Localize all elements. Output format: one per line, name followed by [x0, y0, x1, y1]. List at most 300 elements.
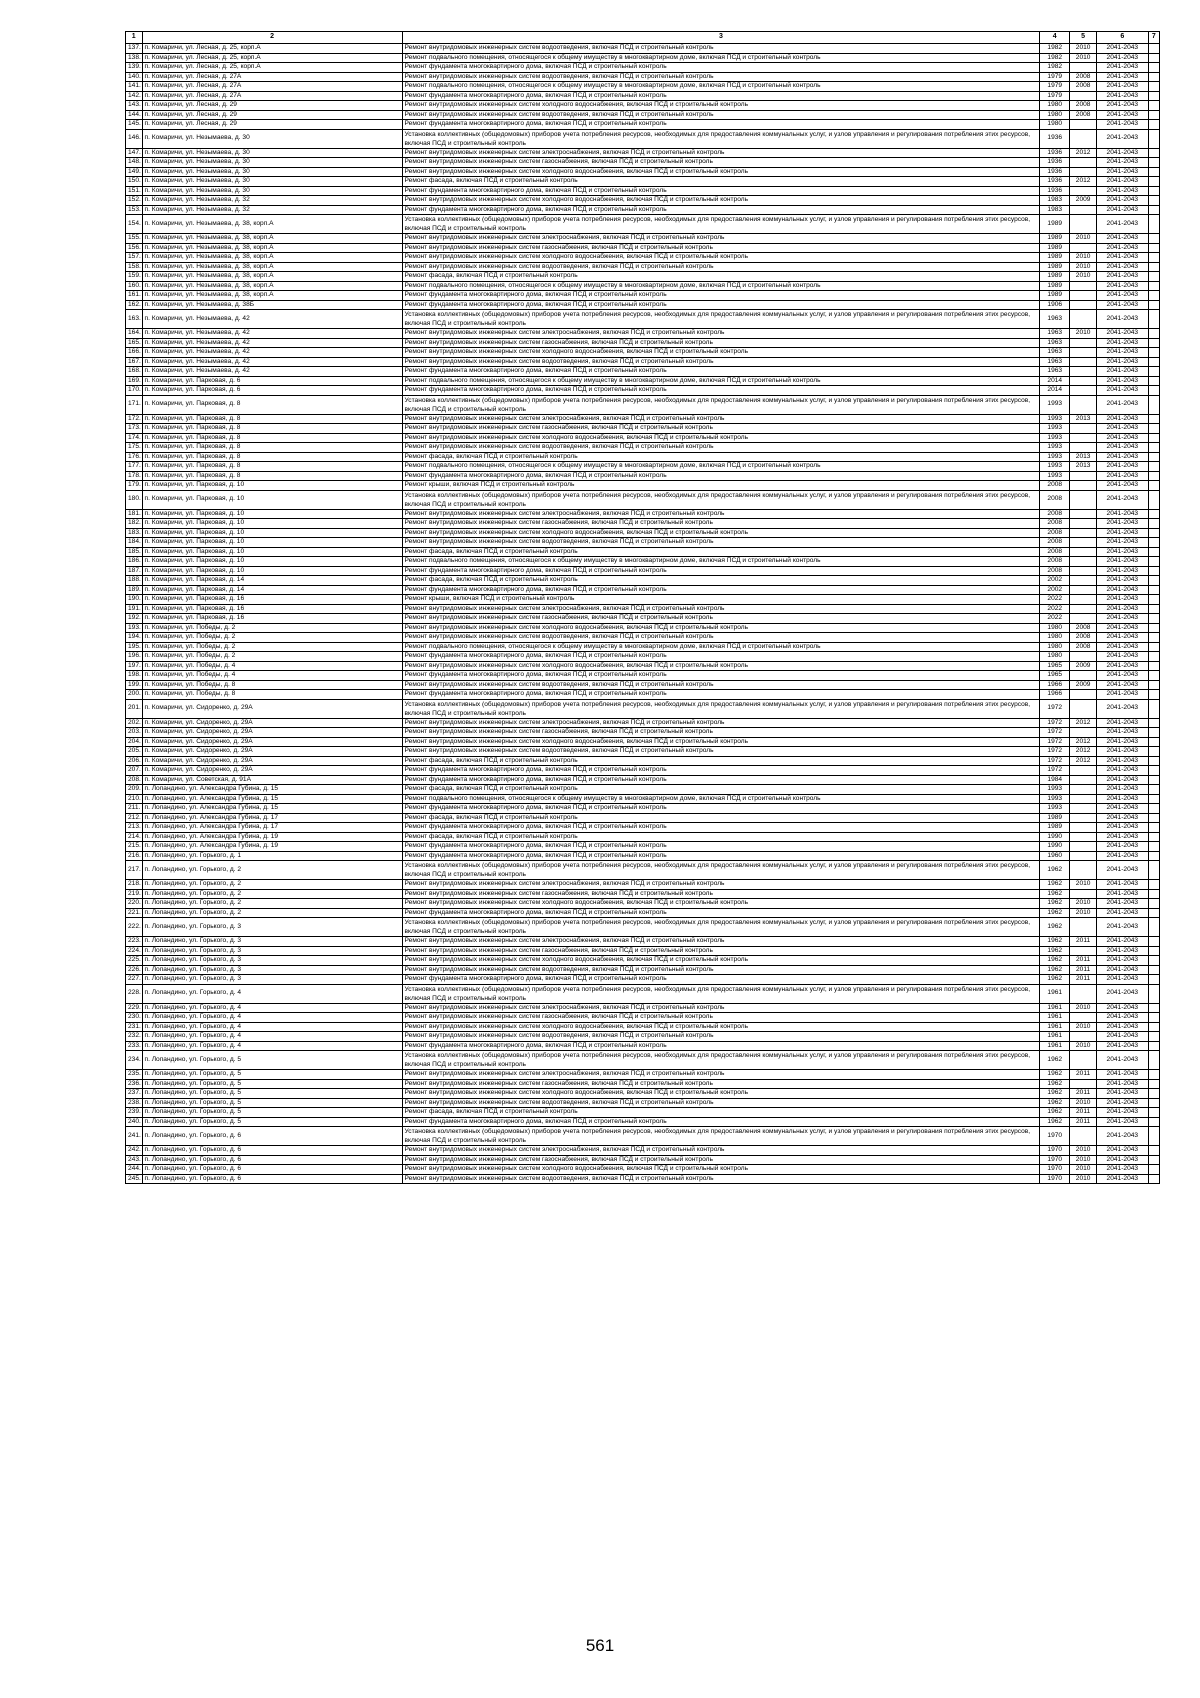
planned-period-cell: 2041-2043	[1097, 329, 1149, 339]
table-row	[126, 965, 1160, 975]
extra-cell	[1148, 1022, 1159, 1032]
last-repair-year-cell: 2010	[1070, 253, 1097, 263]
row-number: 218.	[126, 880, 143, 890]
planned-period-cell: 2041-2043	[1097, 585, 1149, 595]
build-year-cell: 1982	[1040, 44, 1070, 54]
build-year-cell: 2002	[1040, 585, 1070, 595]
table-row	[126, 243, 1160, 253]
row-number: 239.	[126, 1108, 143, 1118]
work-type-cell: Ремонт внутридомовых инженерных систем холодного водоснабжения, включая ПСД и строительный контроль	[402, 196, 1040, 206]
address-cell: п. Комаричи, ул. Парковая, д. 10	[142, 528, 402, 538]
table-row	[126, 1070, 1160, 1080]
last-repair-year-cell	[1070, 424, 1097, 434]
work-type-cell: Установка коллективных (общедомовых) приборов учета потребления ресурсов, необходимых для предоставления коммунальных услуг, и узлов управления и регулирования потребления этих ресурсов, включая ПСД и строительный контроль	[402, 129, 1040, 148]
planned-period-cell: 2041-2043	[1097, 756, 1149, 766]
extra-cell	[1148, 538, 1159, 548]
address-cell: п. Комаричи, ул. Незымаева, д. 42	[142, 338, 402, 348]
address-cell: п. Комаричи, ул. Парковая, д. 16	[142, 604, 402, 614]
address-cell: п. Комаричи, ул. Лесная, д. 25, корп.А	[142, 63, 402, 73]
work-type-cell: Ремонт внутридомовых инженерных систем электроснабжения, включая ПСД и строительный контроль	[402, 604, 1040, 614]
row-number: 193.	[126, 623, 143, 633]
row-number: 219.	[126, 889, 143, 899]
work-type-cell: Ремонт фундамента многоквартирного дома, включая ПСД и строительный контроль	[402, 585, 1040, 595]
build-year-cell: 1993	[1040, 804, 1070, 814]
row-number: 172.	[126, 414, 143, 424]
row-number: 142.	[126, 91, 143, 101]
last-repair-year-cell: 2011	[1070, 1070, 1097, 1080]
last-repair-year-cell: 2009	[1070, 196, 1097, 206]
planned-period-cell: 2041-2043	[1097, 1013, 1149, 1023]
address-cell: п. Лопандино, ул. Горького, д. 5	[142, 1079, 402, 1089]
last-repair-year-cell: 2010	[1070, 53, 1097, 63]
row-number: 235.	[126, 1070, 143, 1080]
last-repair-year-cell: 2010	[1070, 908, 1097, 918]
extra-cell	[1148, 823, 1159, 833]
last-repair-year-cell: 2010	[1070, 44, 1097, 54]
extra-cell	[1148, 804, 1159, 814]
address-cell: п. Комаричи, ул. Незымаева, д. 30	[142, 129, 402, 148]
build-year-cell: 1993	[1040, 424, 1070, 434]
table-row	[126, 918, 1160, 937]
table-row	[126, 72, 1160, 82]
address-cell: п. Лопандино, ул. Горького, д. 6	[142, 1127, 402, 1146]
last-repair-year-cell	[1070, 471, 1097, 481]
extra-cell	[1148, 433, 1159, 443]
extra-cell	[1148, 946, 1159, 956]
row-number: 141.	[126, 82, 143, 92]
work-type-cell: Ремонт фасада, включая ПСД и строительный контроль	[402, 547, 1040, 557]
planned-period-cell: 2041-2043	[1097, 728, 1149, 738]
table-row	[126, 44, 1160, 54]
work-type-cell: Ремонт внутридомовых инженерных систем водоотведения, включая ПСД и строительный контроль	[402, 443, 1040, 453]
row-number: 214.	[126, 832, 143, 842]
build-year-cell: 2014	[1040, 386, 1070, 396]
address-cell: п. Комаричи, ул. Незымаева, д. 30	[142, 167, 402, 177]
extra-cell	[1148, 1051, 1159, 1070]
last-repair-year-cell	[1070, 984, 1097, 1003]
planned-period-cell: 2041-2043	[1097, 1146, 1149, 1156]
address-cell: п. Комаричи, ул. Победы, д. 2	[142, 642, 402, 652]
work-type-cell: Ремонт внутридомовых инженерных систем водоотведения, включая ПСД и строительный контроль	[402, 1098, 1040, 1108]
last-repair-year-cell	[1070, 595, 1097, 605]
address-cell: п. Комаричи, ул. Победы, д. 4	[142, 661, 402, 671]
build-year-cell: 1906	[1040, 300, 1070, 310]
table-row	[126, 177, 1160, 187]
address-cell: п. Лопандино, ул. Горького, д. 3	[142, 975, 402, 985]
planned-period-cell: 2041-2043	[1097, 414, 1149, 424]
extra-cell	[1148, 167, 1159, 177]
extra-cell	[1148, 272, 1159, 282]
planned-period-cell: 2041-2043	[1097, 699, 1149, 718]
planned-period-cell: 2041-2043	[1097, 671, 1149, 681]
address-cell: п. Лопандино, ул. Александра Губина, д. 19	[142, 842, 402, 852]
last-repair-year-cell	[1070, 376, 1097, 386]
build-year-cell: 2022	[1040, 614, 1070, 624]
row-number: 147.	[126, 148, 143, 158]
work-type-cell: Установка коллективных (общедомовых) приборов учета потребления ресурсов, необходимых для предоставления коммунальных услуг, и узлов управления и регулирования потребления этих ресурсов, включая ПСД и строительный контроль	[402, 918, 1040, 937]
row-number: 194.	[126, 633, 143, 643]
row-number: 151.	[126, 186, 143, 196]
planned-period-cell: 2041-2043	[1097, 823, 1149, 833]
row-number: 162.	[126, 300, 143, 310]
row-number: 222.	[126, 918, 143, 937]
extra-cell	[1148, 338, 1159, 348]
last-repair-year-cell: 2010	[1070, 1146, 1097, 1156]
planned-period-cell: 2041-2043	[1097, 1165, 1149, 1175]
address-cell: п. Лопандино, ул. Горького, д. 6	[142, 1165, 402, 1175]
address-cell: п. Комаричи, ул. Победы, д. 2	[142, 623, 402, 633]
build-year-cell: 1962	[1040, 1079, 1070, 1089]
planned-period-cell: 2041-2043	[1097, 1070, 1149, 1080]
build-year-cell: 1993	[1040, 452, 1070, 462]
work-type-cell: Ремонт фундамента многоквартирного дома, включая ПСД и строительный контроль	[402, 186, 1040, 196]
work-type-cell: Установка коллективных (общедомовых) приборов учета потребления ресурсов, необходимых для предоставления коммунальных услуг, и узлов управления и регулирования потребления этих ресурсов, включая ПСД и строительный контроль	[402, 490, 1040, 509]
work-type-cell: Ремонт внутридомовых инженерных систем газоснабжения, включая ПСД и строительный контроль	[402, 424, 1040, 434]
last-repair-year-cell	[1070, 490, 1097, 509]
address-cell: п. Комаричи, ул. Парковая, д. 8	[142, 395, 402, 414]
build-year-cell: 1970	[1040, 1165, 1070, 1175]
last-repair-year-cell	[1070, 348, 1097, 358]
extra-cell	[1148, 718, 1159, 728]
extra-cell	[1148, 680, 1159, 690]
extra-cell	[1148, 376, 1159, 386]
row-number: 234.	[126, 1051, 143, 1070]
work-type-cell: Ремонт подвального помещения, относящегося к общему имуществу в многоквартирном доме, включая ПСД и строительный контроль	[402, 642, 1040, 652]
table-row	[126, 300, 1160, 310]
extra-cell	[1148, 832, 1159, 842]
table-row	[126, 671, 1160, 681]
extra-cell	[1148, 310, 1159, 329]
planned-period-cell: 2041-2043	[1097, 1022, 1149, 1032]
row-number: 145.	[126, 120, 143, 130]
last-repair-year-cell: 2013	[1070, 462, 1097, 472]
extra-cell	[1148, 899, 1159, 909]
build-year-cell: 1960	[1040, 851, 1070, 861]
planned-period-cell: 2041-2043	[1097, 737, 1149, 747]
build-year-cell: 1970	[1040, 1174, 1070, 1184]
build-year-cell: 1962	[1040, 1089, 1070, 1099]
planned-period-cell: 2041-2043	[1097, 604, 1149, 614]
last-repair-year-cell	[1070, 243, 1097, 253]
table-row	[126, 196, 1160, 206]
table-row	[126, 253, 1160, 263]
table-row	[126, 357, 1160, 367]
planned-period-cell: 2041-2043	[1097, 775, 1149, 785]
table-row	[126, 215, 1160, 234]
address-cell: п. Лопандино, ул. Александра Губина, д. 15	[142, 785, 402, 795]
row-number: 233.	[126, 1041, 143, 1051]
table-row	[126, 310, 1160, 329]
extra-cell	[1148, 737, 1159, 747]
build-year-cell: 1962	[1040, 861, 1070, 880]
extra-cell	[1148, 661, 1159, 671]
extra-cell	[1148, 699, 1159, 718]
planned-period-cell: 2041-2043	[1097, 851, 1149, 861]
last-repair-year-cell	[1070, 804, 1097, 814]
last-repair-year-cell	[1070, 386, 1097, 396]
address-cell: п. Лопандино, ул. Горького, д. 5	[142, 1108, 402, 1118]
row-number: 153.	[126, 205, 143, 215]
table-row	[126, 775, 1160, 785]
last-repair-year-cell: 2010	[1070, 880, 1097, 890]
build-year-cell: 1963	[1040, 357, 1070, 367]
build-year-cell: 1990	[1040, 832, 1070, 842]
address-cell: п. Комаричи, ул. Победы, д. 2	[142, 652, 402, 662]
planned-period-cell: 2041-2043	[1097, 443, 1149, 453]
address-cell: п. Лопандино, ул. Горького, д. 6	[142, 1155, 402, 1165]
table-row	[126, 205, 1160, 215]
row-number: 238.	[126, 1098, 143, 1108]
extra-cell	[1148, 642, 1159, 652]
work-type-cell: Ремонт внутридомовых инженерных систем холодного водоснабжения, включая ПСД и строительный контроль	[402, 737, 1040, 747]
work-type-cell: Ремонт фундамента многоквартирного дома, включая ПСД и строительный контроль	[402, 291, 1040, 301]
planned-period-cell: 2041-2043	[1097, 386, 1149, 396]
table-row	[126, 376, 1160, 386]
extra-cell	[1148, 585, 1159, 595]
planned-period-cell: 2041-2043	[1097, 956, 1149, 966]
planned-period-cell: 2041-2043	[1097, 680, 1149, 690]
build-year-cell: 1965	[1040, 661, 1070, 671]
table-row	[126, 414, 1160, 424]
table-row	[126, 120, 1160, 130]
address-cell: п. Комаричи, ул. Парковая, д. 14	[142, 585, 402, 595]
build-year-cell: 1962	[1040, 880, 1070, 890]
table-row	[126, 842, 1160, 852]
planned-period-cell: 2041-2043	[1097, 889, 1149, 899]
last-repair-year-cell	[1070, 889, 1097, 899]
column-number-row	[126, 32, 1160, 44]
row-number: 217.	[126, 861, 143, 880]
address-cell: п. Лопандино, ул. Александра Губина, д. 17	[142, 813, 402, 823]
table-row	[126, 272, 1160, 282]
extra-cell	[1148, 604, 1159, 614]
planned-period-cell: 2041-2043	[1097, 899, 1149, 909]
build-year-cell: 2008	[1040, 557, 1070, 567]
work-type-cell: Ремонт внутридомовых инженерных систем холодного водоснабжения, включая ПСД и строительный контроль	[402, 528, 1040, 538]
column-number: 3	[402, 32, 1040, 44]
row-number: 156.	[126, 243, 143, 253]
row-number: 240.	[126, 1117, 143, 1127]
row-number: 143.	[126, 101, 143, 111]
table-row	[126, 538, 1160, 548]
extra-cell	[1148, 1127, 1159, 1146]
address-cell: п. Лопандино, ул. Александра Губина, д. 19	[142, 832, 402, 842]
column-number: 7	[1148, 32, 1159, 44]
planned-period-cell: 2041-2043	[1097, 300, 1149, 310]
extra-cell	[1148, 1155, 1159, 1165]
address-cell: п. Лопандино, ул. Горького, д. 6	[142, 1146, 402, 1156]
table-row	[126, 519, 1160, 529]
row-number: 221.	[126, 908, 143, 918]
last-repair-year-cell	[1070, 671, 1097, 681]
address-cell: п. Комаричи, ул. Незымаева, д. 38, корп.А	[142, 281, 402, 291]
last-repair-year-cell: 2011	[1070, 975, 1097, 985]
row-number: 140.	[126, 72, 143, 82]
planned-period-cell: 2041-2043	[1097, 310, 1149, 329]
extra-cell	[1148, 509, 1159, 519]
table-row	[126, 234, 1160, 244]
build-year-cell: 1936	[1040, 158, 1070, 168]
build-year-cell: 2008	[1040, 547, 1070, 557]
table-row	[126, 262, 1160, 272]
extra-cell	[1148, 291, 1159, 301]
last-repair-year-cell	[1070, 338, 1097, 348]
row-number: 245.	[126, 1174, 143, 1184]
row-number: 184.	[126, 538, 143, 548]
row-number: 181.	[126, 509, 143, 519]
last-repair-year-cell: 2011	[1070, 956, 1097, 966]
work-type-cell: Ремонт внутридомовых инженерных систем электроснабжения, включая ПСД и строительный контроль	[402, 937, 1040, 947]
address-cell: п. Комаричи, ул. Сидоренко, д. 29А	[142, 728, 402, 738]
work-type-cell: Ремонт внутридомовых инженерных систем электроснабжения, включая ПСД и строительный контроль	[402, 1146, 1040, 1156]
last-repair-year-cell	[1070, 861, 1097, 880]
row-number: 174.	[126, 433, 143, 443]
work-type-cell: Ремонт внутридомовых инженерных систем электроснабжения, включая ПСД и строительный контроль	[402, 234, 1040, 244]
work-type-cell: Ремонт подвального помещения, относящегося к общему имуществу в многоквартирном доме, включая ПСД и строительный контроль	[402, 53, 1040, 63]
last-repair-year-cell: 2011	[1070, 1108, 1097, 1118]
extra-cell	[1148, 490, 1159, 509]
table-row	[126, 462, 1160, 472]
table-row	[126, 433, 1160, 443]
table-row	[126, 937, 1160, 947]
build-year-cell: 1966	[1040, 690, 1070, 700]
last-repair-year-cell	[1070, 823, 1097, 833]
planned-period-cell: 2041-2043	[1097, 842, 1149, 852]
extra-cell	[1148, 1108, 1159, 1118]
table-row	[126, 785, 1160, 795]
address-cell: п. Лопандино, ул. Горького, д. 4	[142, 1022, 402, 1032]
table-row	[126, 908, 1160, 918]
last-repair-year-cell: 2008	[1070, 101, 1097, 111]
address-cell: п. Лопандино, ул. Горького, д. 3	[142, 918, 402, 937]
work-type-cell: Ремонт подвального помещения, относящегося к общему имуществу в многоквартирном доме, включая ПСД и строительный контроль	[402, 281, 1040, 291]
planned-period-cell: 2041-2043	[1097, 462, 1149, 472]
planned-period-cell: 2041-2043	[1097, 984, 1149, 1003]
planned-period-cell: 2041-2043	[1097, 338, 1149, 348]
build-year-cell: 1962	[1040, 1051, 1070, 1070]
table-row	[126, 348, 1160, 358]
address-cell: п. Лопандино, ул. Горького, д. 2	[142, 889, 402, 899]
build-year-cell: 1989	[1040, 262, 1070, 272]
address-cell: п. Комаричи, ул. Незымаева, д. 30	[142, 158, 402, 168]
build-year-cell: 1980	[1040, 652, 1070, 662]
table-row	[126, 82, 1160, 92]
address-cell: п. Комаричи, ул. Советская, д. 91А	[142, 775, 402, 785]
planned-period-cell: 2041-2043	[1097, 177, 1149, 187]
build-year-cell: 1993	[1040, 433, 1070, 443]
row-number: 188.	[126, 576, 143, 586]
last-repair-year-cell: 2010	[1070, 262, 1097, 272]
planned-period-cell: 2041-2043	[1097, 623, 1149, 633]
build-year-cell: 1989	[1040, 215, 1070, 234]
build-year-cell: 1962	[1040, 1117, 1070, 1127]
work-type-cell: Ремонт фундамента многоквартирного дома, включая ПСД и строительный контроль	[402, 1041, 1040, 1051]
planned-period-cell: 2041-2043	[1097, 395, 1149, 414]
last-repair-year-cell	[1070, 538, 1097, 548]
planned-period-cell: 2041-2043	[1097, 652, 1149, 662]
row-number: 225.	[126, 956, 143, 966]
table-row	[126, 1013, 1160, 1023]
last-repair-year-cell	[1070, 395, 1097, 414]
extra-cell	[1148, 1089, 1159, 1099]
last-repair-year-cell: 2013	[1070, 414, 1097, 424]
extra-cell	[1148, 1041, 1159, 1051]
address-cell: п. Комаричи, ул. Незымаева, д. 30	[142, 148, 402, 158]
last-repair-year-cell	[1070, 205, 1097, 215]
last-repair-year-cell	[1070, 357, 1097, 367]
build-year-cell: 1962	[1040, 918, 1070, 937]
address-cell: п. Лопандино, ул. Горького, д. 4	[142, 984, 402, 1003]
last-repair-year-cell	[1070, 842, 1097, 852]
table-row	[126, 756, 1160, 766]
work-type-cell: Ремонт внутридомовых инженерных систем водоотведения, включая ПСД и строительный контроль	[402, 747, 1040, 757]
build-year-cell: 1961	[1040, 1041, 1070, 1051]
planned-period-cell: 2041-2043	[1097, 1108, 1149, 1118]
planned-period-cell: 2041-2043	[1097, 167, 1149, 177]
table-row	[126, 595, 1160, 605]
build-year-cell: 2008	[1040, 528, 1070, 538]
build-year-cell: 2008	[1040, 538, 1070, 548]
work-type-cell: Ремонт внутридомовых инженерных систем водоотведения, включая ПСД и строительный контроль	[402, 44, 1040, 54]
row-number: 154.	[126, 215, 143, 234]
build-year-cell: 1980	[1040, 623, 1070, 633]
address-cell: п. Комаричи, ул. Парковая, д. 10	[142, 519, 402, 529]
last-repair-year-cell: 2010	[1070, 234, 1097, 244]
work-type-cell: Ремонт внутридомовых инженерных систем холодного водоснабжения, включая ПСД и строительный контроль	[402, 167, 1040, 177]
extra-cell	[1148, 1146, 1159, 1156]
planned-period-cell: 2041-2043	[1097, 186, 1149, 196]
extra-cell	[1148, 177, 1159, 187]
planned-period-cell: 2041-2043	[1097, 452, 1149, 462]
build-year-cell: 1972	[1040, 747, 1070, 757]
build-year-cell: 2022	[1040, 595, 1070, 605]
page-number: 561	[585, 1636, 615, 1655]
work-type-cell: Ремонт фундамента многоквартирного дома, включая ПСД и строительный контроль	[402, 367, 1040, 377]
table-row	[126, 1089, 1160, 1099]
row-number: 138.	[126, 53, 143, 63]
address-cell: п. Лопандино, ул. Горького, д. 5	[142, 1098, 402, 1108]
row-number: 192.	[126, 614, 143, 624]
planned-period-cell: 2041-2043	[1097, 965, 1149, 975]
row-number: 155.	[126, 234, 143, 244]
build-year-cell: 1972	[1040, 699, 1070, 718]
build-year-cell: 1972	[1040, 728, 1070, 738]
address-cell: п. Комаричи, ул. Парковая, д. 8	[142, 433, 402, 443]
table-row	[126, 747, 1160, 757]
table-row	[126, 975, 1160, 985]
last-repair-year-cell: 2010	[1070, 1155, 1097, 1165]
extra-cell	[1148, 186, 1159, 196]
address-cell: п. Комаричи, ул. Парковая, д. 10	[142, 557, 402, 567]
build-year-cell: 1989	[1040, 253, 1070, 263]
last-repair-year-cell	[1070, 775, 1097, 785]
planned-period-cell: 2041-2043	[1097, 110, 1149, 120]
extra-cell	[1148, 443, 1159, 453]
last-repair-year-cell	[1070, 566, 1097, 576]
address-cell: п. Лопандино, ул. Горького, д. 2	[142, 908, 402, 918]
extra-cell	[1148, 348, 1159, 358]
last-repair-year-cell: 2010	[1070, 1022, 1097, 1032]
planned-period-cell: 2041-2043	[1097, 148, 1149, 158]
work-type-cell: Ремонт внутридомовых инженерных систем газоснабжения, включая ПСД и строительный контроль	[402, 946, 1040, 956]
last-repair-year-cell	[1070, 547, 1097, 557]
planned-period-cell: 2041-2043	[1097, 129, 1149, 148]
address-cell: п. Комаричи, ул. Лесная, д. 29	[142, 110, 402, 120]
address-cell: п. Лопандино, ул. Горького, д. 2	[142, 861, 402, 880]
planned-period-cell: 2041-2043	[1097, 44, 1149, 54]
last-repair-year-cell	[1070, 291, 1097, 301]
last-repair-year-cell	[1070, 443, 1097, 453]
